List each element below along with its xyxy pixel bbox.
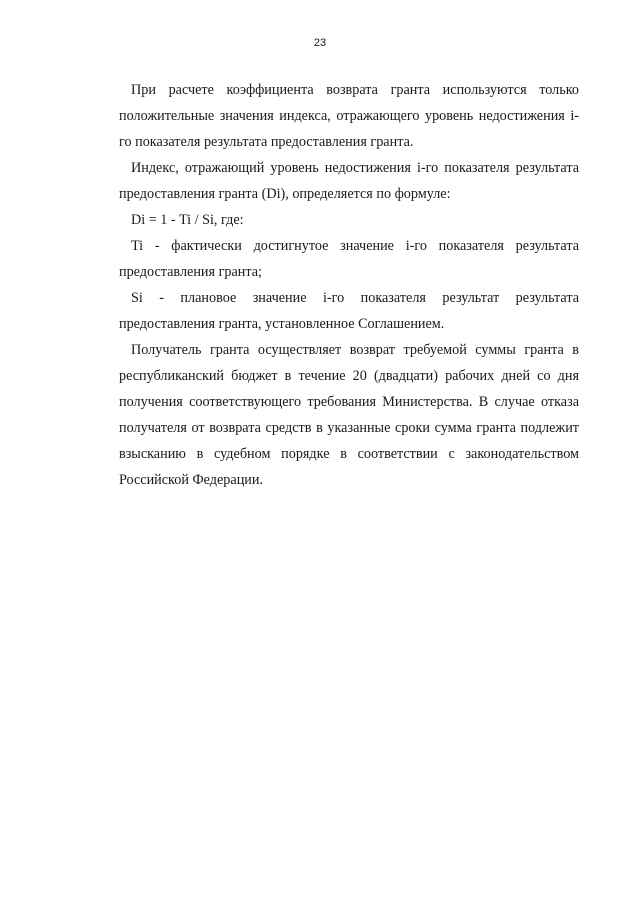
paragraph-si-definition: Si - плановое значение i-го показателя результат результата предоставления гранта, установленное Соглашением. xyxy=(119,290,579,332)
paragraph-coefficient-note: При расчете коэффициента возврата гранта используются только положительные значения индекса, отражающего уровень недостижения i-го показателя результата предоставления гранта. xyxy=(119,82,579,150)
paragraph-refund-procedure: Получатель гранта осуществляет возврат требуемой суммы гранта в республиканский бюджет в течение 20 (двадцати) рабочих дней со дня получения соответствующего требования Министерства. В случае отказа получателя от возврата средств в указанные сроки сумма гранта подлежит взысканию в судебном порядке в соответствии с законодательством Российской Федерации. xyxy=(119,342,579,488)
document-body xyxy=(119,77,579,493)
paragraph-index-definition: Индекс, отражающий уровень недостижения i-го показателя результата предоставления гранта (Di), определяется по формуле: xyxy=(119,160,579,202)
page-number: 23 xyxy=(313,37,327,49)
formula-line: Di = 1 - Ti / Si, где: xyxy=(131,212,244,228)
paragraph-ti-definition: Ti - фактически достигнутое значение i-го показателя результата предоставления гранта; xyxy=(119,238,579,280)
